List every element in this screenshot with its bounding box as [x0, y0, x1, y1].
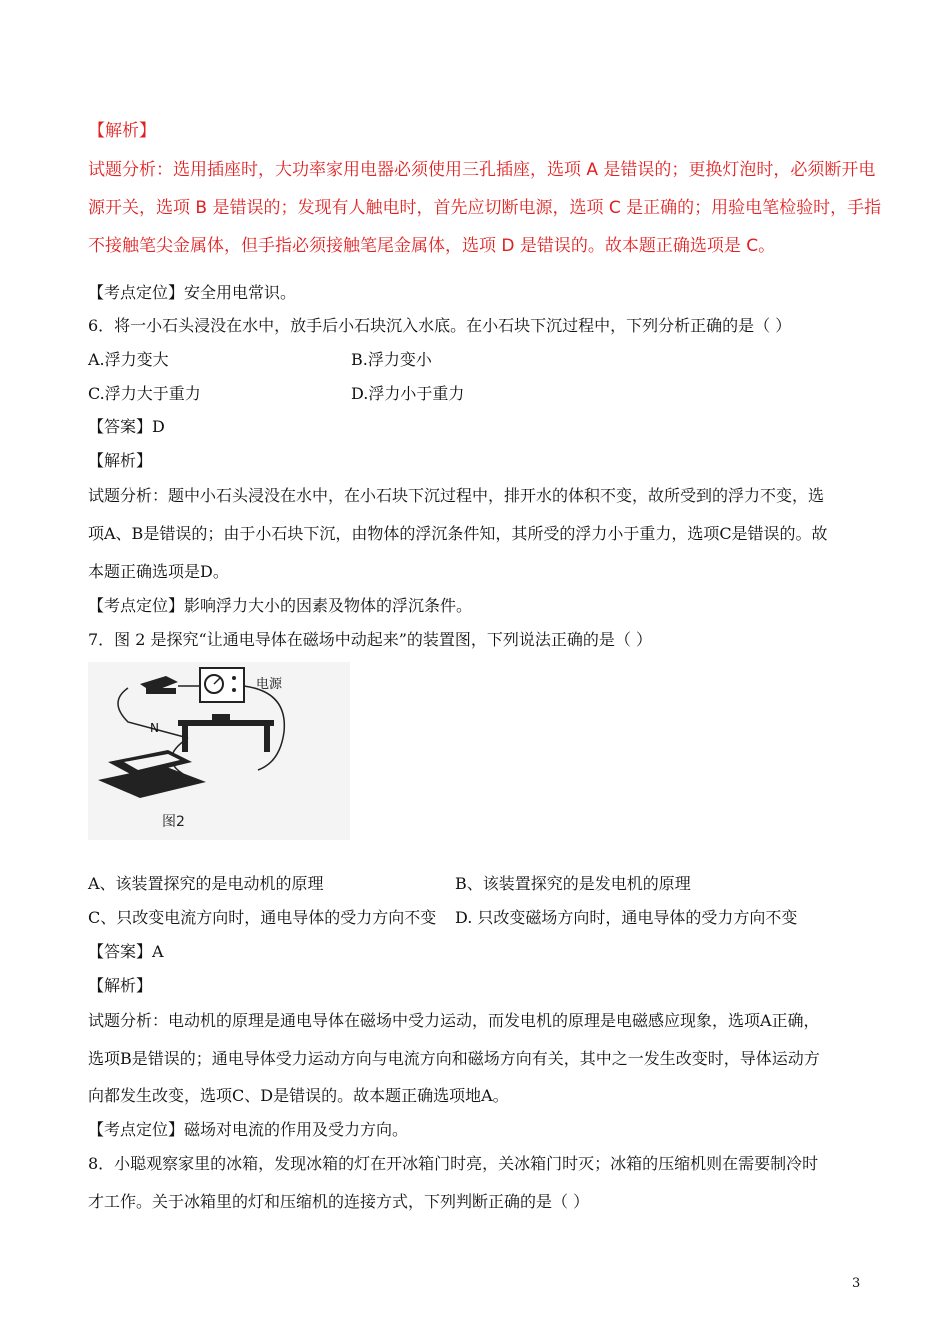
- q7-question: 7．图 2 是探究“让通电导体在磁场中动起来”的装置图，下列说法正确的是（ ）: [88, 630, 652, 649]
- apparatus-drawing: [88, 662, 350, 840]
- red-analysis-line-3: 不接触笔尖金属体，但手指必须接触笔尾金属体，选项 D 是错误的。故本题正确选项是 C。: [88, 236, 776, 256]
- q7-option-b: B、该装置探究的是发电机的原理: [455, 874, 691, 893]
- q7-analysis-title: 【解析】: [88, 976, 153, 995]
- red-analysis-title: 【解析】: [88, 121, 156, 141]
- q6-analysis-line-2: 项A、B是错误的；由于小石块下沉，由物体的浮沉条件知，其所受的浮力小于重力，选项C是错误的。故: [88, 524, 828, 543]
- q6-option-d: D.浮力小于重力: [351, 384, 465, 403]
- q6-kaodian: 【考点定位】影响浮力大小的因素及物体的浮沉条件。: [88, 596, 473, 615]
- q6-question: 6．将一小石头浸没在水中，放手后小石块沉入水底。在小石块下沉过程中，下列分析正确的是（ ）: [88, 316, 792, 335]
- red-analysis-line-2: 源开关，选项 B 是错误的；发现有人触电时，首先应切断电源，选项 C 是正确的；用验电笔检验时，手指: [88, 198, 882, 218]
- q6-option-a: A.浮力变大: [88, 350, 169, 369]
- q6-analysis-line-1: 试题分析：题中小石头浸没在水中，在小石块下沉过程中，排开水的体积不变，故所受到的浮力不变，选: [88, 486, 825, 505]
- figure-2-apparatus: [88, 662, 350, 840]
- page-number: 3: [852, 1276, 861, 1291]
- q6-option-c: C.浮力大于重力: [88, 384, 201, 403]
- q8-line-2: 才工作。关于冰箱里的灯和压缩机的连接方式，下列判断正确的是（ ）: [88, 1192, 590, 1211]
- q7-option-d: D. 只改变磁场方向时，通电导体的受力方向不变: [455, 908, 798, 927]
- q7-option-c: C、只改变电流方向时，通电导体的受力方向不变: [88, 908, 437, 927]
- q5-kaodian: 【考点定位】安全用电常识。: [88, 283, 297, 302]
- q6-analysis-title: 【解析】: [88, 451, 153, 470]
- red-analysis-line-1: 试题分析：选用插座时，大功率家用电器必须使用三孔插座，选项 A 是错误的；更换灯泡时，必须断开电: [88, 160, 876, 180]
- q8-line-1: 8．小聪观察家里的冰箱，发现冰箱的灯在开冰箱门时亮，关冰箱门时灭；冰箱的压缩机则在需要制冷时: [88, 1154, 819, 1173]
- q7-option-a: A、该装置探究的是电动机的原理: [88, 874, 324, 893]
- q6-answer: 【答案】D: [88, 417, 165, 436]
- q7-analysis-line-3: 向都发生改变，选项C、D是错误的。故本题正确选项地A。: [88, 1086, 509, 1105]
- q7-kaodian: 【考点定位】磁场对电流的作用及受力方向。: [88, 1120, 409, 1139]
- q6-analysis-line-3: 本题正确选项是D。: [88, 562, 229, 581]
- n-pole-label: N: [150, 721, 159, 735]
- q7-analysis-line-2: 选项B是错误的；通电导体受力运动方向与电流方向和磁场方向有关，其中之一发生改变时，导体运动方: [88, 1049, 820, 1068]
- power-label: 电源: [256, 677, 283, 692]
- q7-analysis-line-1: 试题分析：电动机的原理是通电导体在磁场中受力运动，而发电机的原理是电磁感应现象，选项A正确，: [88, 1011, 820, 1030]
- q7-answer: 【答案】A: [88, 942, 164, 961]
- q6-option-b: B.浮力变小: [351, 350, 432, 369]
- figure-caption: 图2: [162, 814, 185, 830]
